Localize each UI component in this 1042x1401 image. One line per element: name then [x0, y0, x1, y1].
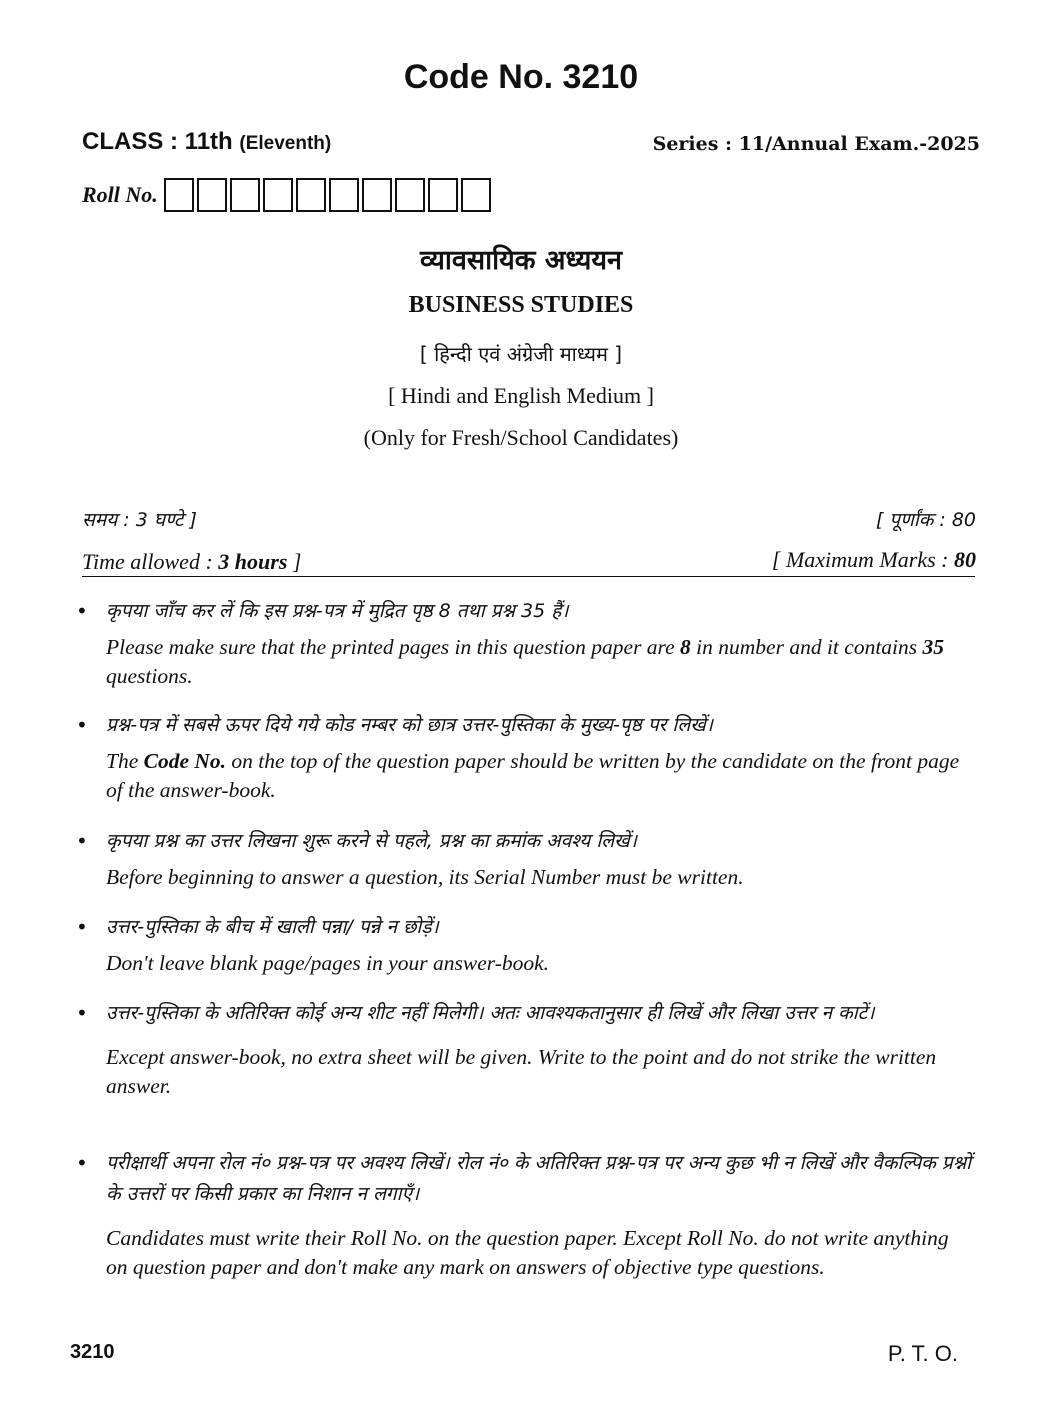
subject-english: BUSINESS STUDIES [408, 292, 634, 318]
instruction-english: Before beginning to answer a question, its Serial Number must be written. [106, 865, 744, 889]
roll-number-box[interactable] [296, 178, 326, 212]
instruction-english: Please make sure that the printed pages in this question paper are 8 in number and it contains 35 questions. [106, 635, 945, 688]
time-suffix: ] [287, 549, 302, 574]
roll-number-box[interactable] [395, 178, 425, 212]
instruction-item [76, 596, 976, 691]
footer-code: 3210 [70, 1341, 115, 1363]
bullet-icon: • [76, 915, 88, 939]
instruction-hindi: उत्तर-पुस्तिका के बीच में खाली पन्ना/ पन्ने न छोड़ें। [106, 916, 439, 938]
series-label: Series : 11/Annual Exam.-2025 [652, 133, 980, 155]
bullet-icon: • [76, 1001, 88, 1025]
instruction-hindi: कृपया जाँच कर लें कि इस प्रश्न-पत्र में मुद्रित पृष्ठ 8 तथा प्रश्न 35 हैं। [106, 600, 569, 622]
roll-number-box[interactable] [329, 178, 359, 212]
instruction-item [76, 998, 976, 1101]
medium-hindi: [ हिन्दी एवं अंग्रेजी माध्यम ] [419, 342, 623, 366]
instruction-hindi: उत्तर-पुस्तिका के अतिरिक्त कोई अन्य शीट नहीं मिलेगी। अतः आवश्यकतानुसार ही लिखें और लिखा उत्तर न काटें। [106, 1002, 875, 1024]
instruction-english: The Code No. on the top of the question paper should be written by the candidate on the front page of the answer-book. [106, 749, 960, 802]
roll-number-box[interactable] [230, 178, 260, 212]
roll-label: Roll No. [82, 182, 158, 207]
code-number-title: Code No. 3210 [403, 58, 639, 96]
instruction-english: Candidates must write their Roll No. on the question paper. Except Roll No. do not write anything on question paper and don't make any mark on answers of objective type questions. [106, 1226, 949, 1279]
instruction-item [76, 710, 976, 805]
roll-number-box[interactable] [164, 178, 194, 212]
roll-number-box[interactable] [197, 178, 227, 212]
marks-english [772, 547, 976, 573]
class-label [82, 128, 331, 156]
instruction-hindi: परीक्षार्थी अपना रोल नं० प्रश्न-पत्र पर अवश्य लिखें। रोल नं० के अतिरिक्त प्रश्न-पत्र पर अन्य कुछ भी न लिखें और वैकल्पिक प्रश्नों के उत्तरों पर किसी प्रकार का निशान न लगाएँ। [106, 1152, 972, 1205]
time-hindi: समय : 3 घण्टे ] [82, 509, 197, 531]
instruction-hindi: प्रश्न-पत्र में सबसे ऊपर दिये गये कोड नम्बर को छात्र उत्तर-पुस्तिका के मुख्य-पृष्ठ पर लिखें। [106, 714, 713, 736]
roll-number-box[interactable] [428, 178, 458, 212]
subject-hindi: व्यावसायिक अध्ययन [419, 245, 623, 276]
marks-hindi: [ पूर्णांक : 80 [875, 509, 976, 531]
time-english [82, 549, 301, 575]
marks-value: 80 [954, 547, 976, 572]
instruction-english: Except answer-book, no extra sheet will be given. Write to the point and do not strike the written answer. [106, 1045, 937, 1098]
instruction-item [76, 1148, 976, 1282]
instruction-hindi: कृपया प्रश्न का उत्तर लिखना शुरू करने से पहले, प्रश्न का क्रमांक अवश्य लिखें। [106, 830, 637, 852]
class-paren: (Eleventh) [239, 133, 332, 154]
candidates-note: (Only for Fresh/School Candidates) [363, 425, 679, 450]
instruction-english: Don't leave blank page/pages in your answer-book. [106, 951, 550, 975]
roll-boxes [164, 178, 494, 212]
bullet-icon: • [76, 829, 88, 853]
roll-number-box[interactable] [362, 178, 392, 212]
marks-label: [ Maximum Marks : [771, 547, 954, 572]
bullet-icon: • [76, 713, 88, 737]
instruction-item [76, 912, 976, 978]
instruction-item [76, 826, 976, 892]
roll-number-box[interactable] [461, 178, 491, 212]
medium-english: [ Hindi and English Medium ] [388, 383, 654, 408]
pto-label: P. T. O. [887, 1341, 958, 1366]
bullet-icon: • [76, 1151, 88, 1175]
roll-number-row [82, 178, 494, 212]
roll-number-box[interactable] [263, 178, 293, 212]
bullet-icon: • [76, 599, 88, 623]
time-label: Time allowed : [82, 549, 219, 574]
time-value: 3 hours [218, 549, 288, 574]
class-value: CLASS : 11th [82, 128, 233, 155]
divider-line [82, 576, 975, 577]
